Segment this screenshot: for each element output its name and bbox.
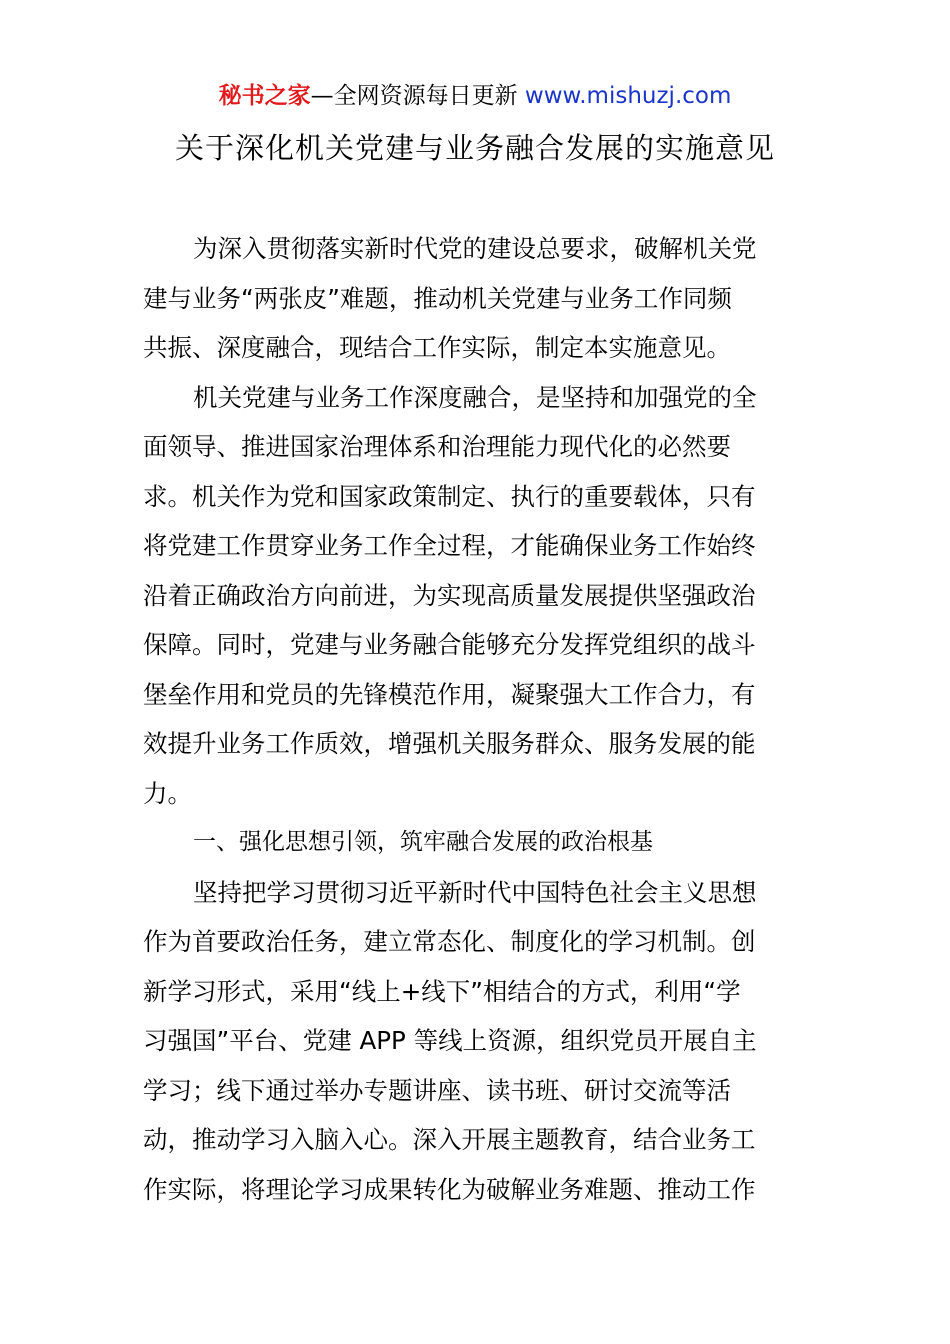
text-line: 作实际，将理论学习成果转化为破解业务难题、推动工作	[143, 1174, 756, 1204]
text-line: 习强国”平台、党建 APP 等线上资源，组织党员开展自主	[143, 1026, 757, 1055]
text-line: 为深入贯彻落实新时代党的建设总要求，破解机关党	[193, 234, 757, 263]
text-line: 将党建工作贯穿业务工作全过程，才能确保业务工作始终	[143, 531, 756, 560]
brand-name: 秘书之家	[218, 83, 311, 109]
site-header	[0, 80, 950, 112]
text-line: 作为首要政治任务，建立常态化、制度化的学习机制。创	[143, 927, 756, 956]
text-line: 力。	[143, 778, 192, 808]
section-heading: 一、强化思想引领，筑牢融合发展的政治根基	[193, 829, 653, 855]
text-line: 建与业务“两张皮”难题，推动机关党建与业务工作同频	[143, 283, 732, 313]
document-title: 关于深化机关党建与业务融合发展的实施意见	[174, 131, 775, 165]
text-line: 求。机关作为党和国家政策制定、执行的重要载体，只有	[143, 481, 756, 511]
document-body	[143, 224, 809, 1214]
text-line: 坚持把学习贯彻习近平新时代中国特色社会主义思想	[193, 877, 757, 907]
text-line: 堡垒作用和党员的先锋模范作用，凝聚强大工作合力，有	[143, 679, 756, 709]
text-line: 沿着正确政治方向前进，为实现高质量发展提供坚强政治	[143, 580, 756, 610]
text-line: 保障。同时，党建与业务融合能够充分发挥党组织的战斗	[143, 630, 756, 659]
text-line: 学习；线下通过举办专题讲座、读书班、研讨交流等活	[143, 1075, 731, 1105]
text-line: 共振、深度融合，现结合工作实际，制定本实施意见。	[143, 333, 731, 362]
text-line: 新学习形式，采用“线上+线下”相结合的方式，利用“学	[143, 976, 741, 1006]
header-tagline: —全网资源每日更新	[310, 83, 525, 109]
text-line: 机关党建与业务工作深度融合，是坚持和加强党的全	[193, 382, 757, 412]
site-url-link[interactable]: www.mishuzj.com	[524, 83, 732, 109]
text-line: 动，推动学习入脑入心。深入开展主题教育，结合业务工	[143, 1125, 756, 1154]
text-line: 效提升业务工作质效，增强机关服务群众、服务发展的能	[143, 729, 756, 758]
text-line: 面领导、推进国家治理体系和治理能力现代化的必然要	[143, 432, 731, 461]
